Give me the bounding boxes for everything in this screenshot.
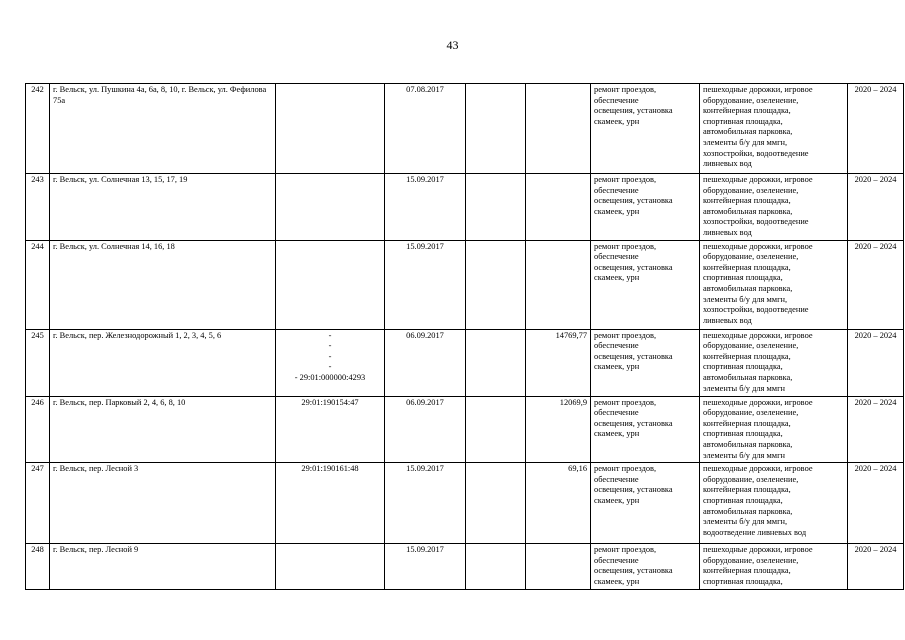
works-line: скамеек, урн bbox=[594, 362, 640, 372]
additional-works-cell bbox=[700, 174, 848, 241]
cadastral-line: - bbox=[328, 351, 332, 361]
date-cell: 06.09.2017 bbox=[385, 329, 466, 396]
works-line: скамеек, урн bbox=[594, 273, 640, 283]
additional-works-line: элементы б/у для ммгн, bbox=[703, 517, 788, 527]
works-line: скамеек, урн bbox=[594, 495, 640, 505]
works-cell bbox=[591, 240, 700, 329]
date-cell: 15.09.2017 bbox=[385, 463, 466, 544]
period-cell: 2020 – 2024 bbox=[848, 396, 904, 463]
works-line: ремонт проездов, bbox=[594, 464, 657, 474]
works-line: освещения, установка bbox=[594, 485, 673, 495]
additional-works-line: контейнерная площадка, bbox=[703, 566, 791, 576]
works-cell bbox=[591, 396, 700, 463]
additional-works-cell bbox=[700, 544, 848, 590]
empty-cell bbox=[466, 84, 526, 174]
additional-works-line: автомобильная парковка, bbox=[703, 439, 793, 449]
works-line: освещения, установка bbox=[594, 262, 673, 272]
additional-works-line: спортивная площадка, bbox=[703, 273, 783, 283]
row-number-cell: 245 bbox=[26, 329, 50, 396]
works-cell bbox=[591, 329, 700, 396]
additional-works-line: пешеходные дорожки, игровое bbox=[703, 85, 813, 94]
area-cell bbox=[526, 84, 591, 174]
works-line: ремонт проездов, bbox=[594, 175, 657, 184]
additional-works-line: спортивная площадка, bbox=[703, 576, 783, 586]
works-line: скамеек, урн bbox=[594, 429, 640, 439]
additional-works-line: пешеходные дорожки, игровое bbox=[703, 330, 813, 340]
address-cell: г. Вельск, ул. Солнечная 14, 16, 18 bbox=[50, 240, 276, 329]
additional-works-line: автомобильная парковка, bbox=[703, 127, 793, 137]
additional-works-line: контейнерная площадка, bbox=[703, 262, 791, 272]
additional-works-line: спортивная площадка, bbox=[703, 116, 783, 126]
cadastral-line: 29:01:190154:47 bbox=[301, 397, 359, 407]
cadastral-cell bbox=[276, 463, 385, 544]
works-line: обеспечение bbox=[594, 474, 639, 484]
table-row bbox=[26, 544, 904, 590]
period-cell: 2020 – 2024 bbox=[848, 463, 904, 544]
works-line: обеспечение bbox=[594, 408, 639, 418]
works-cell bbox=[591, 174, 700, 241]
table-row bbox=[26, 240, 904, 329]
additional-works-cell bbox=[700, 84, 848, 174]
additional-works-line: контейнерная площадка, bbox=[703, 418, 791, 428]
works-line: ремонт проездов, bbox=[594, 397, 657, 407]
additional-works-line: оборудование, озеленение, bbox=[703, 474, 799, 484]
works-line: ремонт проездов, bbox=[594, 330, 657, 340]
table-row bbox=[26, 396, 904, 463]
address-cell: г. Вельск, пер. Железнодорожный 1, 2, 3, 4, 5, 6 bbox=[50, 329, 276, 396]
additional-works-line: элементы б/у для ммгн bbox=[703, 383, 785, 393]
empty-cell bbox=[466, 396, 526, 463]
table-row bbox=[26, 174, 904, 241]
works-line: освещения, установка bbox=[594, 566, 673, 576]
additional-works-line: автомобильная парковка, bbox=[703, 283, 793, 293]
additional-works-line: пешеходные дорожки, игровое bbox=[703, 175, 813, 184]
additional-works-line: элементы б/у для ммгн, bbox=[703, 294, 788, 304]
area-cell: 12069,9 bbox=[526, 396, 591, 463]
additional-works-line: ливневых вод bbox=[703, 227, 752, 237]
date-cell: 07.08.2017 bbox=[385, 84, 466, 174]
period-cell: 2020 – 2024 bbox=[848, 240, 904, 329]
empty-cell bbox=[466, 174, 526, 241]
address-cell: г. Вельск, пер. Лесной 9 bbox=[50, 544, 276, 590]
address-cell: г. Вельск, ул. Солнечная 13, 15, 17, 19 bbox=[50, 174, 276, 241]
additional-works-line: оборудование, озеленение, bbox=[703, 408, 799, 418]
additional-works-cell bbox=[700, 329, 848, 396]
additional-works-line: контейнерная площадка, bbox=[703, 351, 791, 361]
additional-works-line: автомобильная парковка, bbox=[703, 506, 793, 516]
area-cell bbox=[526, 240, 591, 329]
empty-cell bbox=[466, 240, 526, 329]
additional-works-line: ливневых вод bbox=[703, 159, 752, 169]
works-line: освещения, установка bbox=[594, 196, 673, 206]
table-row bbox=[26, 329, 904, 396]
address-cell: г. Вельск, пер. Парковый 2, 4, 6, 8, 10 bbox=[50, 396, 276, 463]
empty-cell bbox=[466, 544, 526, 590]
additional-works-cell bbox=[700, 396, 848, 463]
additional-works-line: оборудование, озеленение, bbox=[703, 341, 799, 351]
additional-works-line: пешеходные дорожки, игровое bbox=[703, 464, 813, 474]
date-cell: 15.09.2017 bbox=[385, 174, 466, 241]
works-line: освещения, установка bbox=[594, 106, 673, 116]
cadastral-cell bbox=[276, 396, 385, 463]
works-line: ремонт проездов, bbox=[594, 545, 657, 555]
works-line: скамеек, урн bbox=[594, 576, 640, 586]
additional-works-cell bbox=[700, 240, 848, 329]
page-number: 43 bbox=[446, 38, 459, 52]
works-cell bbox=[591, 84, 700, 174]
additional-works-line: спортивная площадка, bbox=[703, 362, 783, 372]
empty-cell bbox=[466, 329, 526, 396]
address-cell: г. Вельск, пер. Лесной 3 bbox=[50, 463, 276, 544]
additional-works-line: автомобильная парковка, bbox=[703, 206, 793, 216]
area-cell: 69,16 bbox=[526, 463, 591, 544]
additional-works-line: контейнерная площадка, bbox=[703, 106, 791, 116]
date-cell: 15.09.2017 bbox=[385, 240, 466, 329]
additional-works-line: спортивная площадка, bbox=[703, 495, 783, 505]
cadastral-cell bbox=[276, 174, 385, 241]
additional-works-line: водоотведение ливневых вод bbox=[703, 527, 807, 537]
additional-works-line: пешеходные дорожки, игровое bbox=[703, 545, 813, 555]
additional-works-line: оборудование, озеленение, bbox=[703, 185, 799, 195]
row-number-cell: 242 bbox=[26, 84, 50, 174]
additional-works-line: автомобильная парковка, bbox=[703, 372, 793, 382]
works-line: освещения, установка bbox=[594, 351, 673, 361]
cadastral-line: - 29:01:000000:4293 bbox=[294, 372, 366, 382]
works-line: обеспечение bbox=[594, 555, 639, 565]
period-cell: 2020 – 2024 bbox=[848, 329, 904, 396]
additional-works-line: элементы б/у для ммгн bbox=[703, 450, 785, 460]
row-number-cell: 243 bbox=[26, 174, 50, 241]
additional-works-line: контейнерная площадка, bbox=[703, 196, 791, 206]
area-cell bbox=[526, 174, 591, 241]
address-cell: г. Вельск, ул. Пушкина 4а, 6а, 8, 10, г. Вельск, ул. Фефилова 75а bbox=[50, 84, 276, 174]
additional-works-line: ливневых вод bbox=[703, 315, 752, 325]
works-line: скамеек, урн bbox=[594, 206, 640, 216]
cadastral-cell bbox=[276, 84, 385, 174]
area-cell bbox=[526, 544, 591, 590]
works-line: обеспечение bbox=[594, 252, 639, 262]
cadastral-cell bbox=[276, 544, 385, 590]
works-line: ремонт проездов, bbox=[594, 241, 657, 251]
row-number-cell: 248 bbox=[26, 544, 50, 590]
table-row bbox=[26, 84, 904, 174]
additional-works-line: спортивная площадка, bbox=[703, 429, 783, 439]
row-number-cell: 246 bbox=[26, 396, 50, 463]
additional-works-line: контейнерная площадка, bbox=[703, 485, 791, 495]
period-cell: 2020 – 2024 bbox=[848, 174, 904, 241]
additional-works-line: оборудование, озеленение, bbox=[703, 95, 799, 105]
cadastral-line: - bbox=[328, 362, 332, 372]
table-row bbox=[26, 463, 904, 544]
cadastral-line: - bbox=[328, 341, 332, 351]
period-cell: 2020 – 2024 bbox=[848, 84, 904, 174]
date-cell: 15.09.2017 bbox=[385, 544, 466, 590]
registry-table bbox=[25, 83, 904, 590]
works-line: обеспечение bbox=[594, 341, 639, 351]
additional-works-line: пешеходные дорожки, игровое bbox=[703, 241, 813, 251]
additional-works-line: хозпостройки, водоотведение bbox=[703, 148, 809, 158]
additional-works-line: хозпостройки, водоотведение bbox=[703, 305, 809, 315]
additional-works-line: хозпостройки, водоотведение bbox=[703, 217, 809, 227]
works-cell bbox=[591, 544, 700, 590]
additional-works-line: оборудование, озеленение, bbox=[703, 555, 799, 565]
works-cell bbox=[591, 463, 700, 544]
additional-works-cell bbox=[700, 463, 848, 544]
table-body bbox=[26, 84, 904, 590]
works-line: освещения, установка bbox=[594, 418, 673, 428]
period-cell: 2020 – 2024 bbox=[848, 544, 904, 590]
date-cell: 06.09.2017 bbox=[385, 396, 466, 463]
cadastral-line: - bbox=[328, 330, 332, 340]
empty-cell bbox=[466, 463, 526, 544]
cadastral-cell bbox=[276, 240, 385, 329]
additional-works-line: пешеходные дорожки, игровое bbox=[703, 397, 813, 407]
works-line: обеспечение bbox=[594, 95, 639, 105]
cadastral-cell bbox=[276, 329, 385, 396]
works-line: обеспечение bbox=[594, 185, 639, 195]
works-line: ремонт проездов, bbox=[594, 85, 657, 94]
row-number-cell: 244 bbox=[26, 240, 50, 329]
row-number-cell: 247 bbox=[26, 463, 50, 544]
area-cell: 14769,77 bbox=[526, 329, 591, 396]
cadastral-line: 29:01:190161:48 bbox=[301, 464, 359, 474]
works-line: скамеек, урн bbox=[594, 116, 640, 126]
additional-works-line: оборудование, озеленение, bbox=[703, 252, 799, 262]
additional-works-line: элементы б/у для ммгн, bbox=[703, 137, 788, 147]
